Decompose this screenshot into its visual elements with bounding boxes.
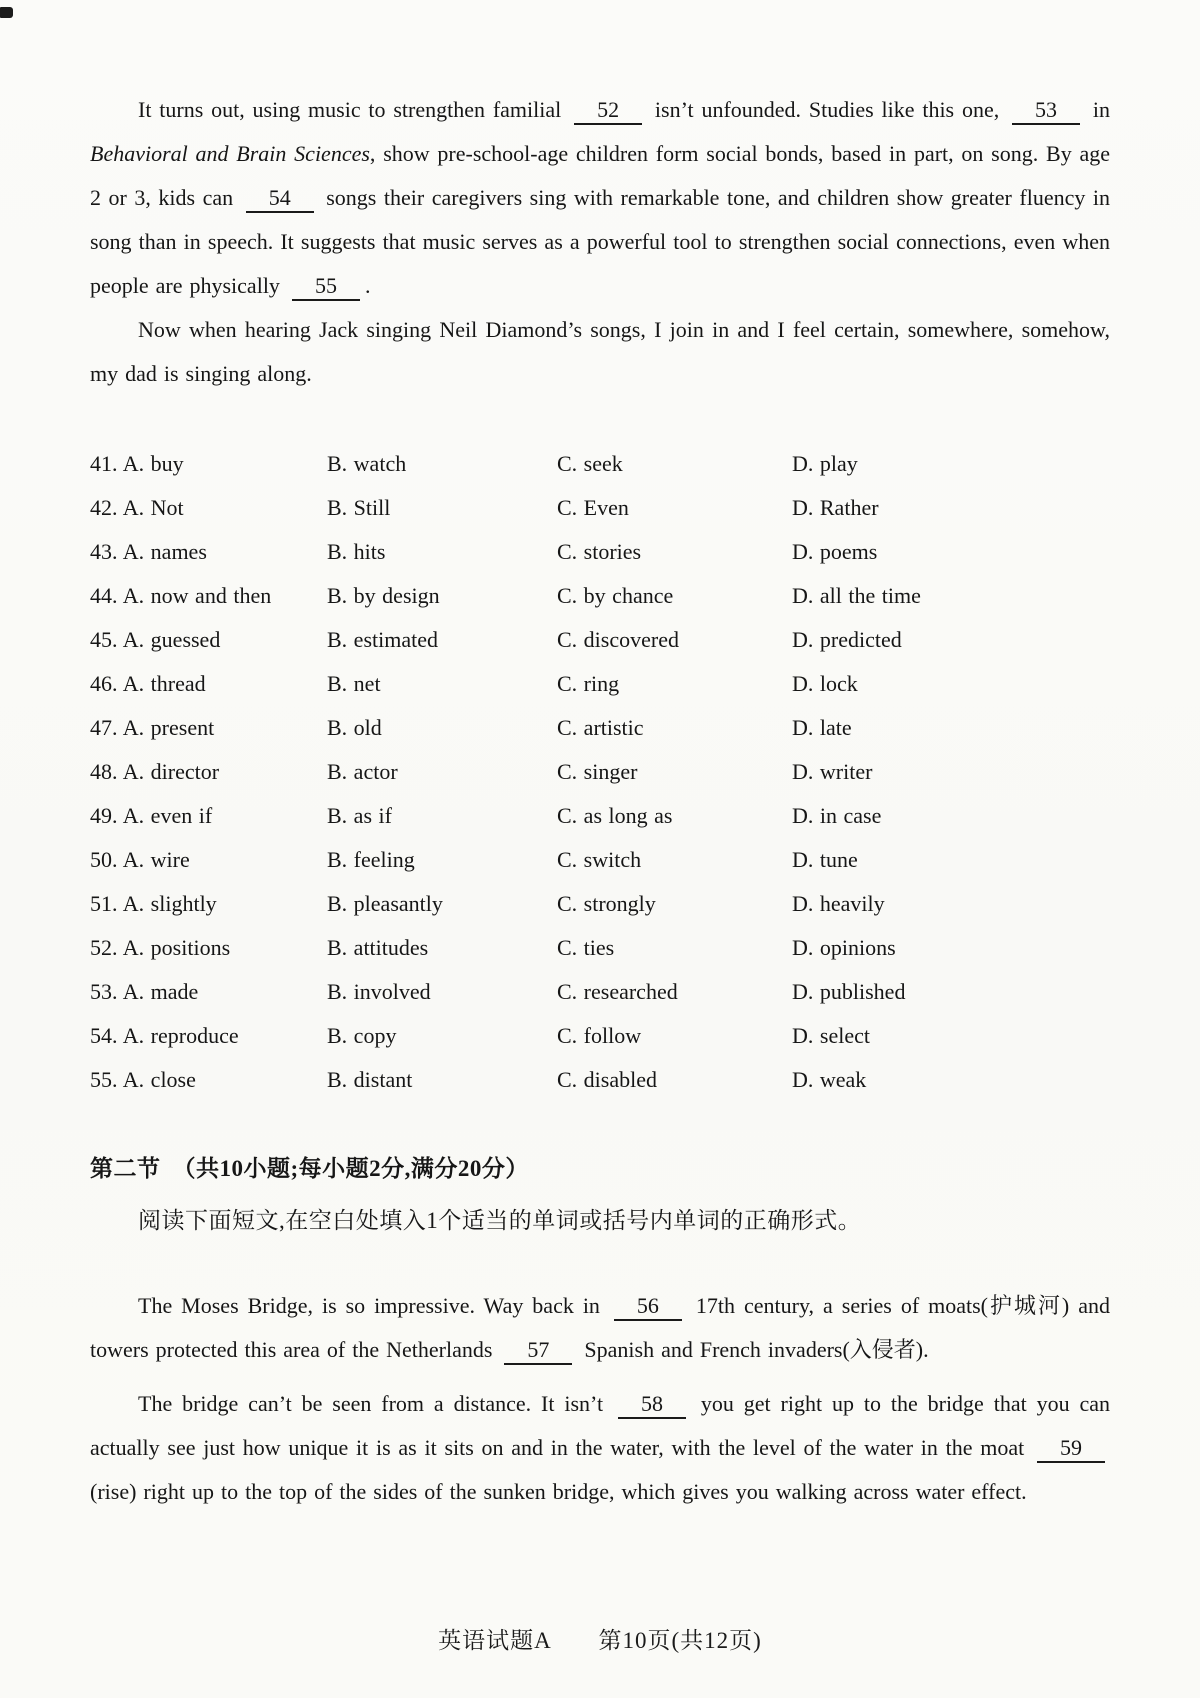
option-cell-49-d: D. in case: [792, 803, 882, 828]
option-cell-47-d: D. late: [792, 715, 852, 740]
option-cell-49-a: 49. A. even if: [90, 803, 213, 828]
option-cell-48-c: C. singer: [557, 759, 638, 784]
option-cell-50-c: C. switch: [557, 847, 642, 872]
option-cell-48-a: 48. A. director: [90, 759, 220, 784]
text-run: The Moses Bridge, is so impressive. Way back in: [138, 1293, 609, 1318]
option-cell-45-d: D. predicted: [792, 627, 902, 652]
page-footer: 英语试题A 第10页(共12页): [438, 1628, 762, 1653]
option-cell-45-c: C. discovered: [557, 627, 679, 652]
option-row-53: [90, 970, 1110, 1014]
text-run: It turns out, using music to strengthen familial: [138, 97, 570, 122]
option-cell-51-c: C. strongly: [557, 891, 656, 916]
option-cell-50-a: 50. A. wire: [90, 847, 190, 872]
text-run: songs their caregivers sing with remarkable tone, and children show greater fluency in song than in speech. It suggests that music serves as a powerful tool to strengthen social connections, even when people are physically: [90, 185, 1110, 298]
option-cell-52-b: B. attitudes: [327, 935, 429, 960]
text-run: (rise) right up to the top of the sides of the sunken bridge, which gives you walking across water effect.: [90, 1479, 1027, 1504]
option-row-49: [90, 794, 1110, 838]
blank-58: 58: [618, 1391, 686, 1419]
option-cell-47-b: B. old: [327, 715, 382, 740]
option-cell-51-b: B. pleasantly: [327, 891, 443, 916]
cloze-passage-paragraph-1: [90, 88, 1110, 308]
option-cell-55-d: D. weak: [792, 1067, 867, 1092]
fill-in-passage-paragraph-2: [90, 1382, 1110, 1514]
blank-59: 59: [1037, 1435, 1105, 1463]
text-run: , show pre-school-age children form social bonds, based in part, on song. By age 2 or 3, kids can: [90, 141, 1110, 210]
option-cell-41-a: 41. A. buy: [90, 451, 184, 476]
option-cell-43-b: B. hits: [327, 539, 386, 564]
blank-56: 56: [614, 1293, 682, 1321]
option-row-46: [90, 662, 1110, 706]
option-cell-55-c: C. disabled: [557, 1067, 657, 1092]
option-cell-41-b: B. watch: [327, 451, 407, 476]
option-cell-54-b: B. copy: [327, 1023, 397, 1048]
option-row-45: [90, 618, 1110, 662]
option-cell-54-c: C. follow: [557, 1023, 642, 1048]
journal-title-italic: Behavioral and Brain Sciences: [90, 141, 370, 166]
option-cell-53-b: B. involved: [327, 979, 431, 1004]
option-cell-47-a: 47. A. present: [90, 715, 215, 740]
text-run: in: [1085, 97, 1110, 122]
scan-artifact: [0, 7, 13, 18]
option-row-41: [90, 442, 1110, 486]
option-cell-47-c: C. artistic: [557, 715, 644, 740]
option-cell-42-c: C. Even: [557, 495, 629, 520]
option-row-44: [90, 574, 1110, 618]
fill-in-passage-paragraph-1: [90, 1284, 1110, 1372]
option-cell-50-b: B. feeling: [327, 847, 415, 872]
option-cell-41-d: D. play: [792, 451, 858, 476]
option-row-48: [90, 750, 1110, 794]
text-run: Spanish and French invaders(入侵者).: [577, 1337, 929, 1362]
option-row-43: [90, 530, 1110, 574]
option-cell-44-c: C. by chance: [557, 583, 674, 608]
option-cell-52-d: D. opinions: [792, 935, 896, 960]
option-cell-54-a: 54. A. reproduce: [90, 1023, 239, 1048]
option-row-50: [90, 838, 1110, 882]
option-cell-43-d: D. poems: [792, 539, 878, 564]
option-cell-53-c: C. researched: [557, 979, 678, 1004]
text-run: you get right up to the bridge that you can actually see just how unique it is as it sits on and in the water, with the level of the water in the moat: [90, 1391, 1110, 1460]
option-cell-55-a: 55. A. close: [90, 1067, 196, 1092]
option-row-54: [90, 1014, 1110, 1058]
text-run: 17th century, a series of moats(护城河) and towers protected this area of the Netherlands: [90, 1293, 1110, 1362]
option-cell-53-a: 53. A. made: [90, 979, 199, 1004]
option-cell-44-d: D. all the time: [792, 583, 921, 608]
blank-54: 54: [246, 185, 314, 213]
option-cell-48-b: B. actor: [327, 759, 398, 784]
option-cell-43-c: C. stories: [557, 539, 642, 564]
option-cell-43-a: 43. A. names: [90, 539, 207, 564]
blank-57: 57: [504, 1337, 572, 1365]
option-row-55: [90, 1058, 1110, 1102]
option-cell-55-b: B. distant: [327, 1067, 413, 1092]
option-cell-53-d: D. published: [792, 979, 906, 1004]
cloze-passage-paragraph-2: [90, 308, 1110, 396]
section-2-heading: 第二节 （共10小题;每小题2分,满分20分）: [90, 1156, 529, 1181]
text-run: The bridge can’t be seen from a distance. It isn’t: [138, 1391, 613, 1416]
text-run: .: [364, 273, 371, 298]
option-cell-45-b: B. estimated: [327, 627, 438, 652]
option-cell-41-c: C. seek: [557, 451, 623, 476]
option-row-51: [90, 882, 1110, 926]
text-run: Now when hearing Jack singing Neil Diamond’s songs, I join in and I feel certain, somewhere, somehow, my dad is singing along.: [90, 317, 1110, 386]
option-row-42: [90, 486, 1110, 530]
cloze-options-table: [90, 442, 1110, 1102]
option-cell-42-a: 42. A. Not: [90, 495, 184, 520]
option-cell-54-d: D. select: [792, 1023, 870, 1048]
option-row-47: [90, 706, 1110, 750]
option-cell-44-a: 44. A. now and then: [90, 583, 272, 608]
option-cell-46-d: D. lock: [792, 671, 858, 696]
option-cell-50-d: D. tune: [792, 847, 858, 872]
option-cell-42-d: D. Rather: [792, 495, 879, 520]
option-cell-52-c: C. ties: [557, 935, 615, 960]
blank-55: 55: [292, 273, 360, 301]
blank-53: 53: [1012, 97, 1080, 125]
option-row-52: [90, 926, 1110, 970]
option-cell-52-a: 52. A. positions: [90, 935, 231, 960]
option-cell-42-b: B. Still: [327, 495, 391, 520]
option-cell-44-b: B. by design: [327, 583, 440, 608]
option-cell-45-a: 45. A. guessed: [90, 627, 221, 652]
option-cell-51-d: D. heavily: [792, 891, 885, 916]
option-cell-51-a: 51. A. slightly: [90, 891, 217, 916]
option-cell-49-c: C. as long as: [557, 803, 673, 828]
option-cell-48-d: D. writer: [792, 759, 873, 784]
option-cell-49-b: B. as if: [327, 803, 392, 828]
option-cell-46-a: 46. A. thread: [90, 671, 206, 696]
option-cell-46-b: B. net: [327, 671, 381, 696]
blank-52: 52: [574, 97, 642, 125]
text-run: isn’t unfounded. Studies like this one,: [647, 97, 1008, 122]
section-2-instruction: 阅读下面短文,在空白处填入1个适当的单词或括号内单词的正确形式。: [138, 1208, 862, 1233]
option-cell-46-c: C. ring: [557, 671, 620, 696]
